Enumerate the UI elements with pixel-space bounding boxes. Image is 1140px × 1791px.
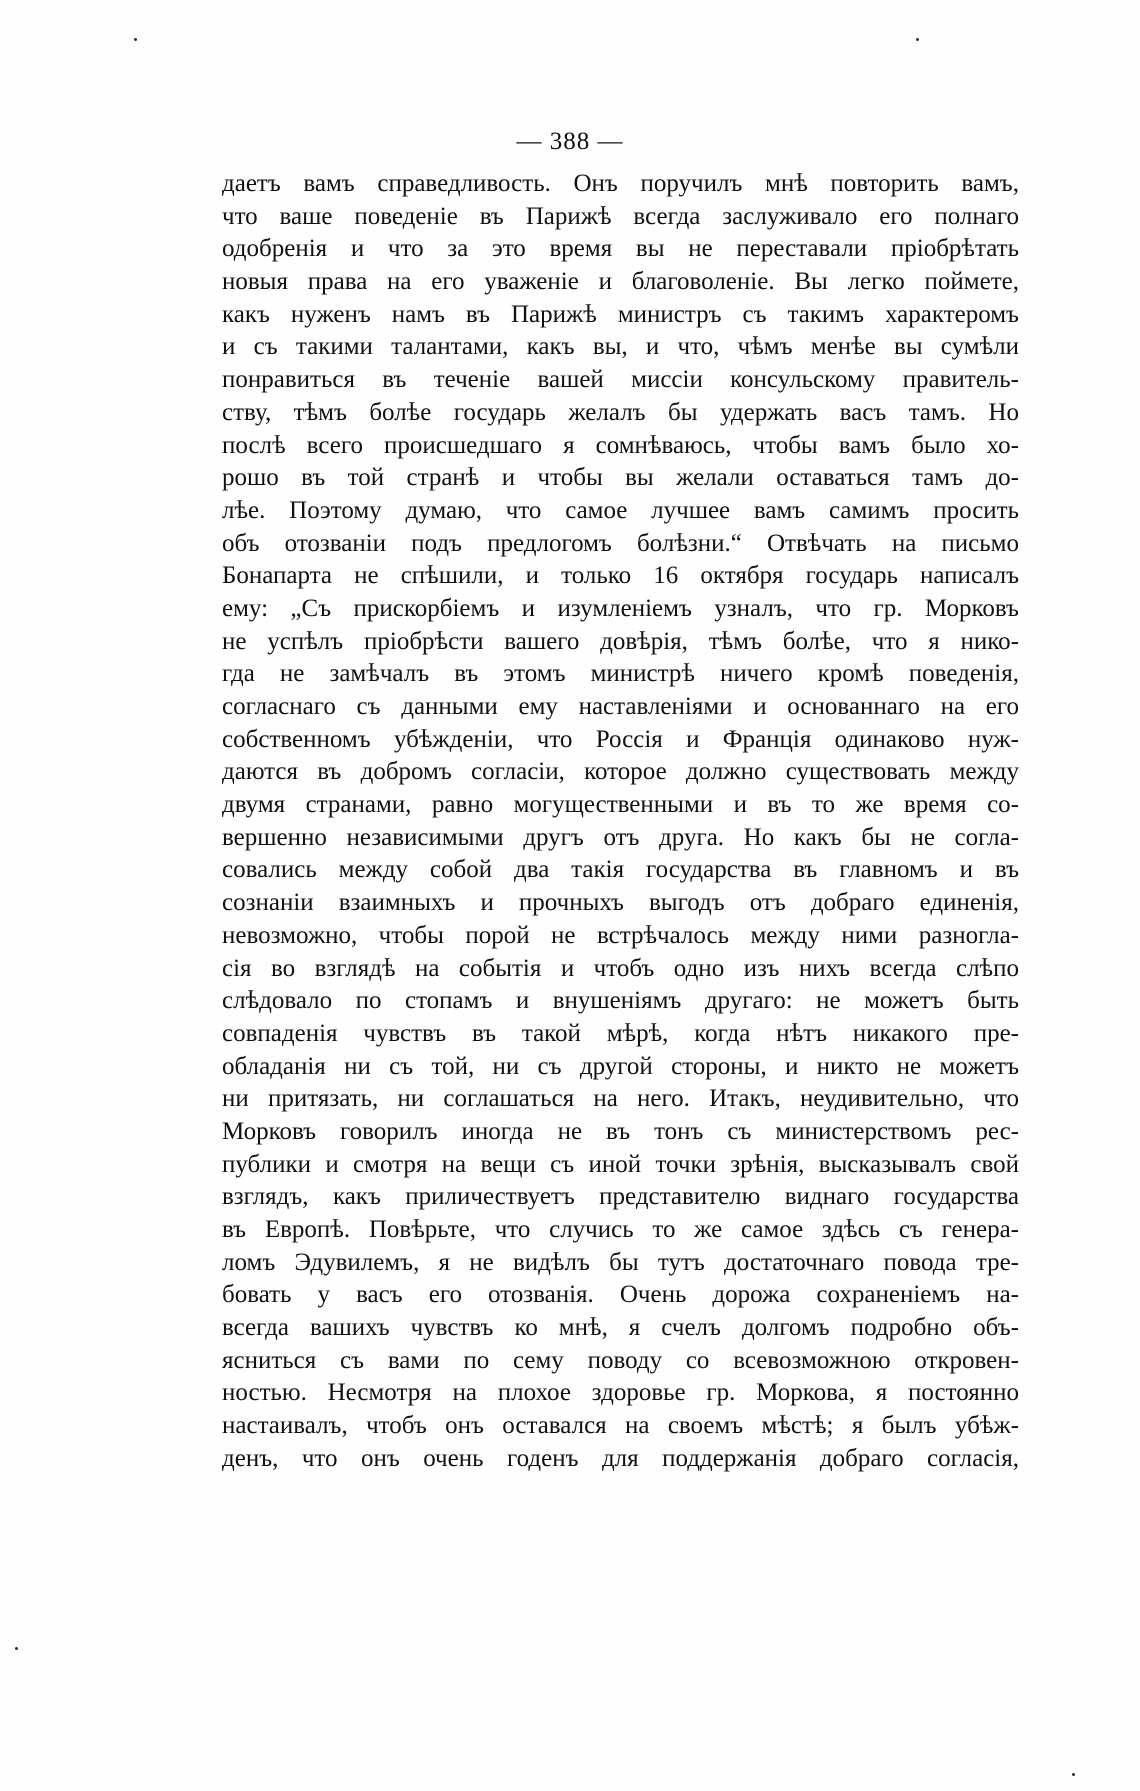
scan-speck	[15, 1647, 18, 1650]
page-number: — 388 —	[516, 128, 624, 155]
scan-speck	[134, 38, 137, 41]
text-line: собственномъ убѣжденіи, что Россія и Франція одинаково нуж-	[222, 725, 1019, 753]
text-line: одобренія и что за это время вы не переставали пріобрѣтать	[222, 235, 1019, 263]
text-line: вершенно независимыми другъ отъ друга. Но какъ бы не согла-	[222, 823, 1019, 851]
text-line: слѣдовало по стопамъ и внушеніямъ другаго: не можетъ быть	[222, 987, 1019, 1015]
scan-speck	[916, 38, 919, 41]
scan-speck	[1072, 1773, 1075, 1776]
text-line: рошо въ той странѣ и чтобы вы желали оставаться тамъ до-	[222, 464, 1019, 492]
text-line: какъ нуженъ намъ въ Парижѣ министръ съ такимъ характеромъ	[222, 300, 1019, 328]
text-line: не успѣлъ пріобрѣсти вашего довѣрія, тѣмъ болѣе, что я нико-	[222, 627, 1019, 655]
text-line: настаивалъ, чтобъ онъ оставался на своемъ мѣстѣ; я былъ убѣж-	[222, 1412, 1019, 1440]
text-line: денъ, что онъ очень годенъ для поддержанія добраго согласія,	[222, 1444, 1019, 1472]
text-line: объ отозваніи подъ предлогомъ болѣзни.“ Отвѣчать на письмо	[222, 529, 1019, 557]
text-line: ему: „Съ прискорбіемъ и изумленіемъ узналъ, что гр. Морковъ	[222, 594, 1019, 622]
text-line: совались между собой два такія государства въ главномъ и въ	[222, 856, 1019, 884]
text-line: двумя странами, равно могущественными и въ то же время со-	[222, 791, 1019, 819]
text-line: послѣ всего происшедшаго я сомнѣваюсь, чтобы вамъ было хо-	[222, 431, 1019, 459]
text-line: согласнаго съ данными ему наставленіями и основаннаго на его	[222, 693, 1019, 720]
text-line: ностью. Несмотря на плохое здоровье гр. Моркова, я постоянно	[222, 1379, 1019, 1407]
text-line: Морковъ говорилъ иногда не въ тонъ съ министерствомъ рес-	[222, 1117, 1019, 1145]
text-line: Бонапарта не спѣшили, и только 16 октября государь написалъ	[222, 562, 1019, 590]
text-line: совпаденія чувствъ въ такой мѣрѣ, когда нѣтъ никакого пре-	[222, 1019, 1019, 1047]
text-line: новыя права на его уваженіе и благоволеніе. Вы легко поймете,	[222, 268, 1019, 296]
text-line: даются въ добромъ согласіи, которое должно существовать между	[222, 758, 1019, 786]
text-line: ни притязать, ни соглашаться на него. Итакъ, неудивительно, что	[222, 1085, 1019, 1113]
text-line: лѣе. Поэтому думаю, что самое лучшее вамъ самимъ просить	[222, 496, 1019, 524]
text-line: сія во взглядѣ на событія и чтобъ одно изъ нихъ всегда слѣпо	[222, 954, 1019, 982]
body-text	[222, 168, 1019, 1476]
text-line: и съ такими талантами, какъ вы, и что, чѣмъ менѣе вы сумѣли	[222, 333, 1019, 361]
text-line: понравиться въ теченіе вашей миссіи консульскому правитель-	[222, 366, 1019, 394]
text-line: ясниться съ вами по сему поводу со всевозможною откровен-	[222, 1346, 1019, 1374]
text-line: всегда вашихъ чувствъ ко мнѣ, я счелъ долгомъ подробно объ-	[222, 1314, 1019, 1342]
text-line: даетъ вамъ справедливость. Онъ поручилъ мнѣ повторить вамъ,	[222, 170, 1019, 197]
text-line: ству, тѣмъ болѣе государь желалъ бы удержать васъ тамъ. Но	[222, 398, 1019, 426]
text-line: гда не замѣчалъ въ этомъ министрѣ ничего кромѣ поведенія,	[222, 660, 1019, 688]
text-line: бовать у васъ его отозванія. Очень дорожа сохраненіемъ на-	[222, 1281, 1019, 1309]
text-line: публики и смотря на вещи съ иной точки зрѣнія, высказывалъ свой	[222, 1150, 1019, 1178]
text-line: невозможно, чтобы порой не встрѣчалось между ними разногла-	[222, 921, 1019, 949]
text-line: что ваше поведеніе въ Парижѣ всегда заслуживало его полнаго	[222, 202, 1019, 230]
text-line: ломъ Эдувилемъ, я не видѣлъ бы тутъ достаточнаго повода тре-	[222, 1248, 1019, 1276]
text-line: въ Европѣ. Повѣрьте, что случись то же самое здѣсь съ генера-	[222, 1216, 1019, 1243]
text-line: взглядъ, какъ приличествуетъ представителю виднаго государства	[222, 1183, 1019, 1211]
text-line: сознаніи взаимныхъ и прочныхъ выгодъ отъ добраго единенія,	[222, 889, 1019, 917]
text-line: обладанія ни съ той, ни съ другой стороны, и никто не можетъ	[222, 1052, 1019, 1080]
